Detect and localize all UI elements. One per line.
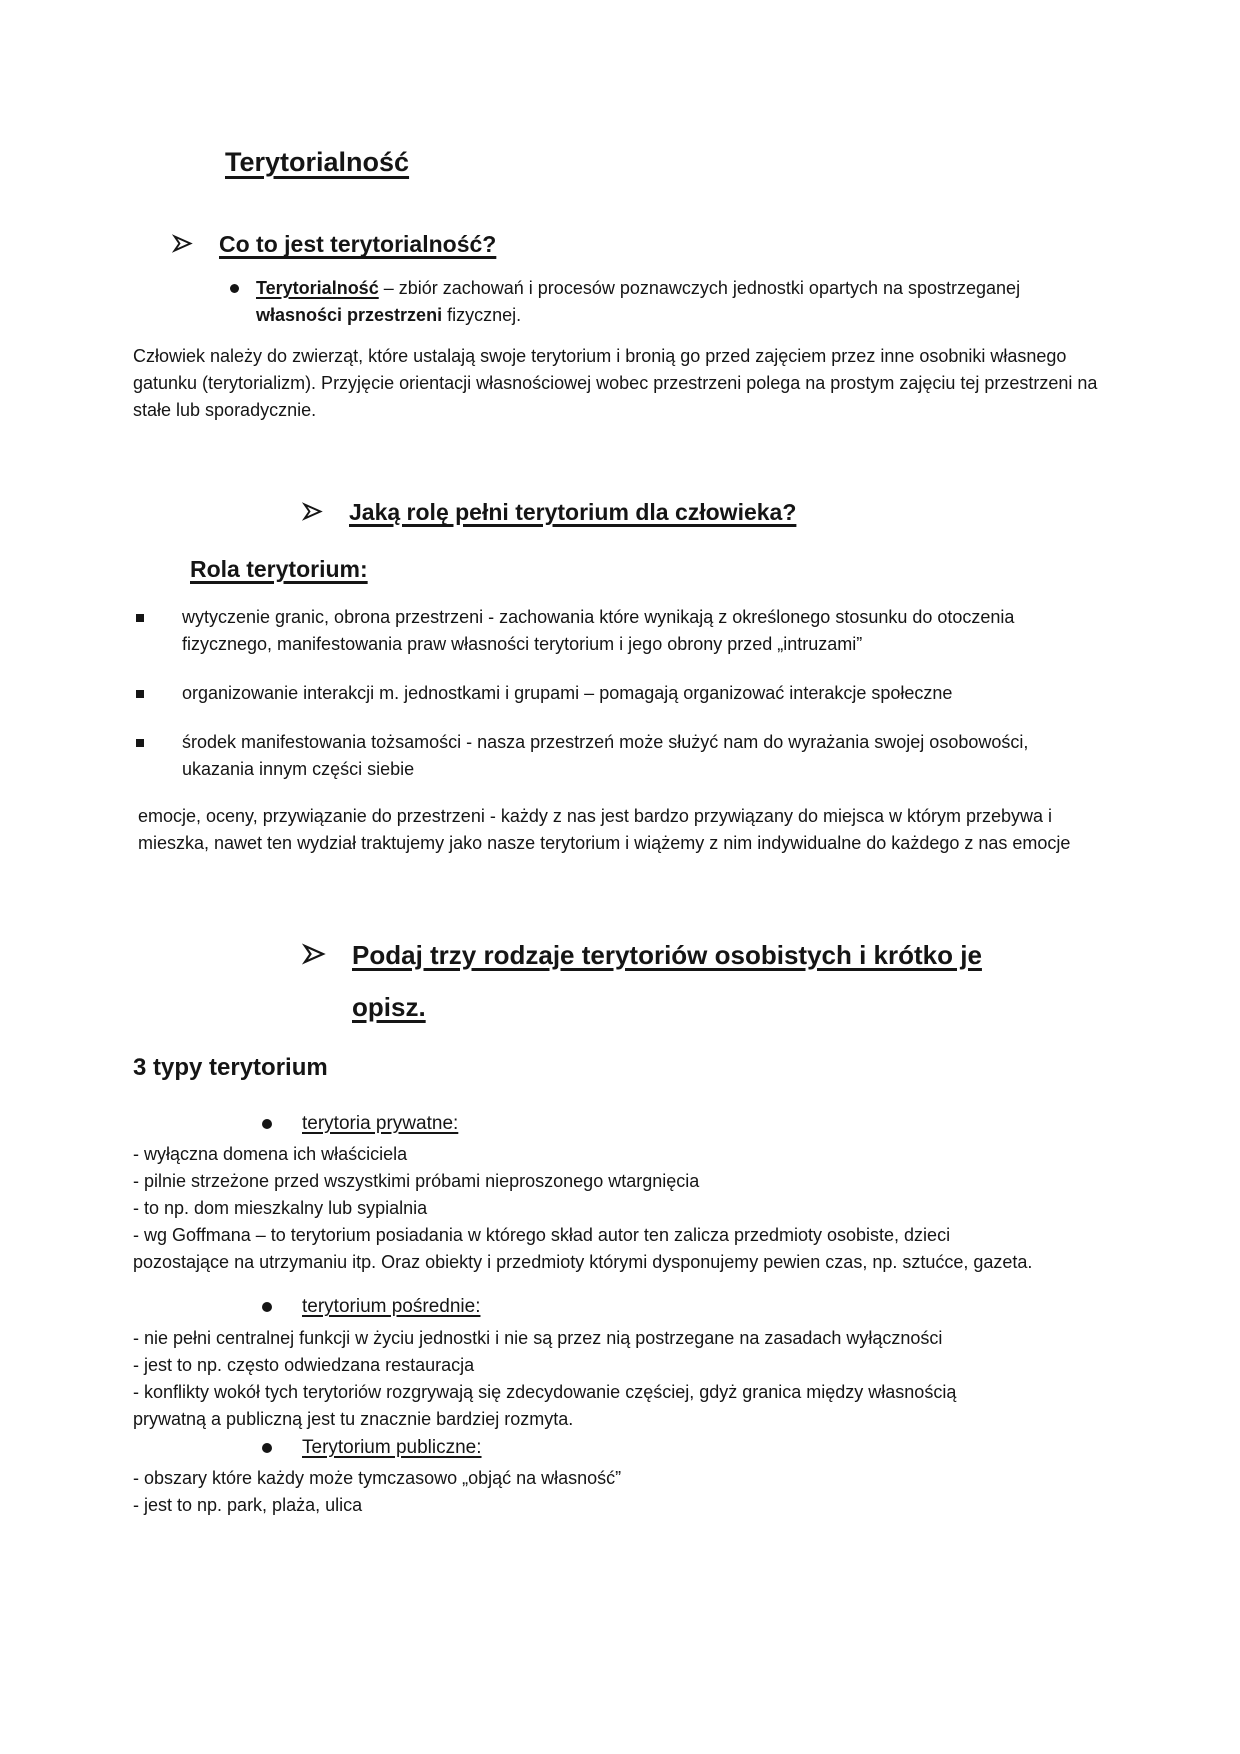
list-item-text: organizowanie interakcji m. jednostkami i grupami – pomagają organizować interakcje społeczne (182, 682, 953, 703)
circle-bullet-icon (262, 1119, 272, 1129)
definition-term: Terytorialność (256, 278, 379, 299)
question-1-heading-text: Co to jest terytorialność? (219, 231, 497, 258)
territory-type-private (133, 1111, 1110, 1277)
arrowhead-bullet-icon (302, 929, 326, 983)
circle-bullet-icon (230, 284, 239, 293)
list-item (133, 680, 1110, 707)
definition-tail: fizycznej. (442, 305, 522, 326)
definition-bullet-item (230, 275, 1110, 329)
role-bullet-list (133, 604, 1110, 783)
type-detail-line: - konflikty wokół tych terytoriów rozgrywają się zdecydowanie częściej, gdyż granica między własnością prywatną a publiczną jest tu znacznie bardziej rozmyta. (133, 1381, 957, 1429)
type-detail-line: - obszary które każdy może tymczasowo „objąć na własność” (133, 1468, 622, 1489)
definition-bold-part: własności przestrzeni (256, 305, 443, 326)
arrowhead-bullet-icon (172, 230, 193, 261)
square-bullet-icon (136, 690, 144, 698)
role-subheading: Rola terytorium: (190, 555, 368, 582)
type-label-text: terytorium pośrednie: (302, 1296, 481, 1318)
territory-type-intermediate (133, 1294, 1110, 1433)
definition-mid: – zbiór zachowań i procesów poznawczych jednostki opartych na spostrzeganej (378, 278, 1021, 299)
types-subheading: 3 typy terytorium (133, 1053, 328, 1081)
question-3-heading (302, 929, 1110, 1033)
list-item (133, 729, 1110, 783)
square-bullet-icon (136, 614, 144, 622)
question-2-heading-text: Jaką rolę pełni terytorium dla człowieka? (349, 499, 797, 526)
question-3-heading-text: Podaj trzy rodzaje terytoriów osobistych i krótko je opisz. (352, 939, 982, 1022)
question-1-heading (172, 230, 1110, 261)
type-detail-line: - wyłączna domena ich właściciela (133, 1144, 408, 1165)
type-label-row (262, 1294, 1110, 1321)
arrowhead-bullet-icon (302, 498, 323, 529)
document-title: Terytorialność (225, 147, 410, 177)
type-label-text: terytoria prywatne: (302, 1112, 459, 1134)
type-label-row (262, 1435, 1110, 1462)
square-bullet-icon (136, 739, 144, 747)
type-label-row (262, 1111, 1110, 1138)
type-detail-line: - jest to np. często odwiedzana restauracja (133, 1354, 475, 1375)
type-detail-line: - jest to np. park, plaża, ulica (133, 1495, 363, 1516)
list-item (133, 604, 1110, 658)
question-2-paragraph: emocje, oceny, przywiązanie do przestrzeni - każdy z nas jest bardzo przywiązany do miejsca w którym przebywa i mieszka, nawet ten wydział traktujemy jako nasze terytorium i wiążemy z nim indywidualne do każdego z nas emocje (138, 805, 1071, 853)
type-detail-line: - wg Goffmana – to terytorium posiadania w którego skład autor ten zalicza przedmioty osobiste, dzieci pozostające na utrzymaniu itp. Oraz obiekty i przedmioty którymi dysponujemy pewien czas, np. sztućce, gazeta. (133, 1225, 1033, 1273)
question-2-heading (302, 498, 1110, 529)
definition-text (256, 275, 1096, 329)
type-detail-line: - to np. dom mieszkalny lub sypialnia (133, 1198, 428, 1219)
list-item-text: wytyczenie granic, obrona przestrzeni - zachowania które wynikają z określonego stosunku do otoczenia fizycznego, manifestowania praw własności terytorium i jego obrony przed „intruzami” (182, 606, 1015, 654)
list-item-text: środek manifestowania tożsamości - nasza przestrzeń może służyć nam do wyrażania swojej osobowości, ukazania innym części siebie (182, 731, 1029, 779)
circle-bullet-icon (262, 1443, 272, 1453)
circle-bullet-icon (262, 1302, 272, 1312)
question-1-paragraph: Człowiek należy do zwierząt, które ustalają swoje terytorium i bronią go przed zajęciem przez inne osobniki własnego gatunku (terytorializm). Przyjęcie orientacji własnościowej wobec przestrzeni polega na prostym zajęciu tej przestrzeni na stałe lub sporadycznie. (133, 346, 1098, 421)
type-detail-line: - pilnie strzeżone przed wszystkimi próbami nieproszonego wtargnięcia (133, 1171, 700, 1192)
type-label-text: Terytorium publiczne: (302, 1436, 482, 1458)
territory-type-public (133, 1435, 1110, 1520)
type-detail-line: - nie pełni centralnej funkcji w życiu jednostki i nie są przez nią postrzegane na zasadach wyłączności (133, 1327, 943, 1348)
